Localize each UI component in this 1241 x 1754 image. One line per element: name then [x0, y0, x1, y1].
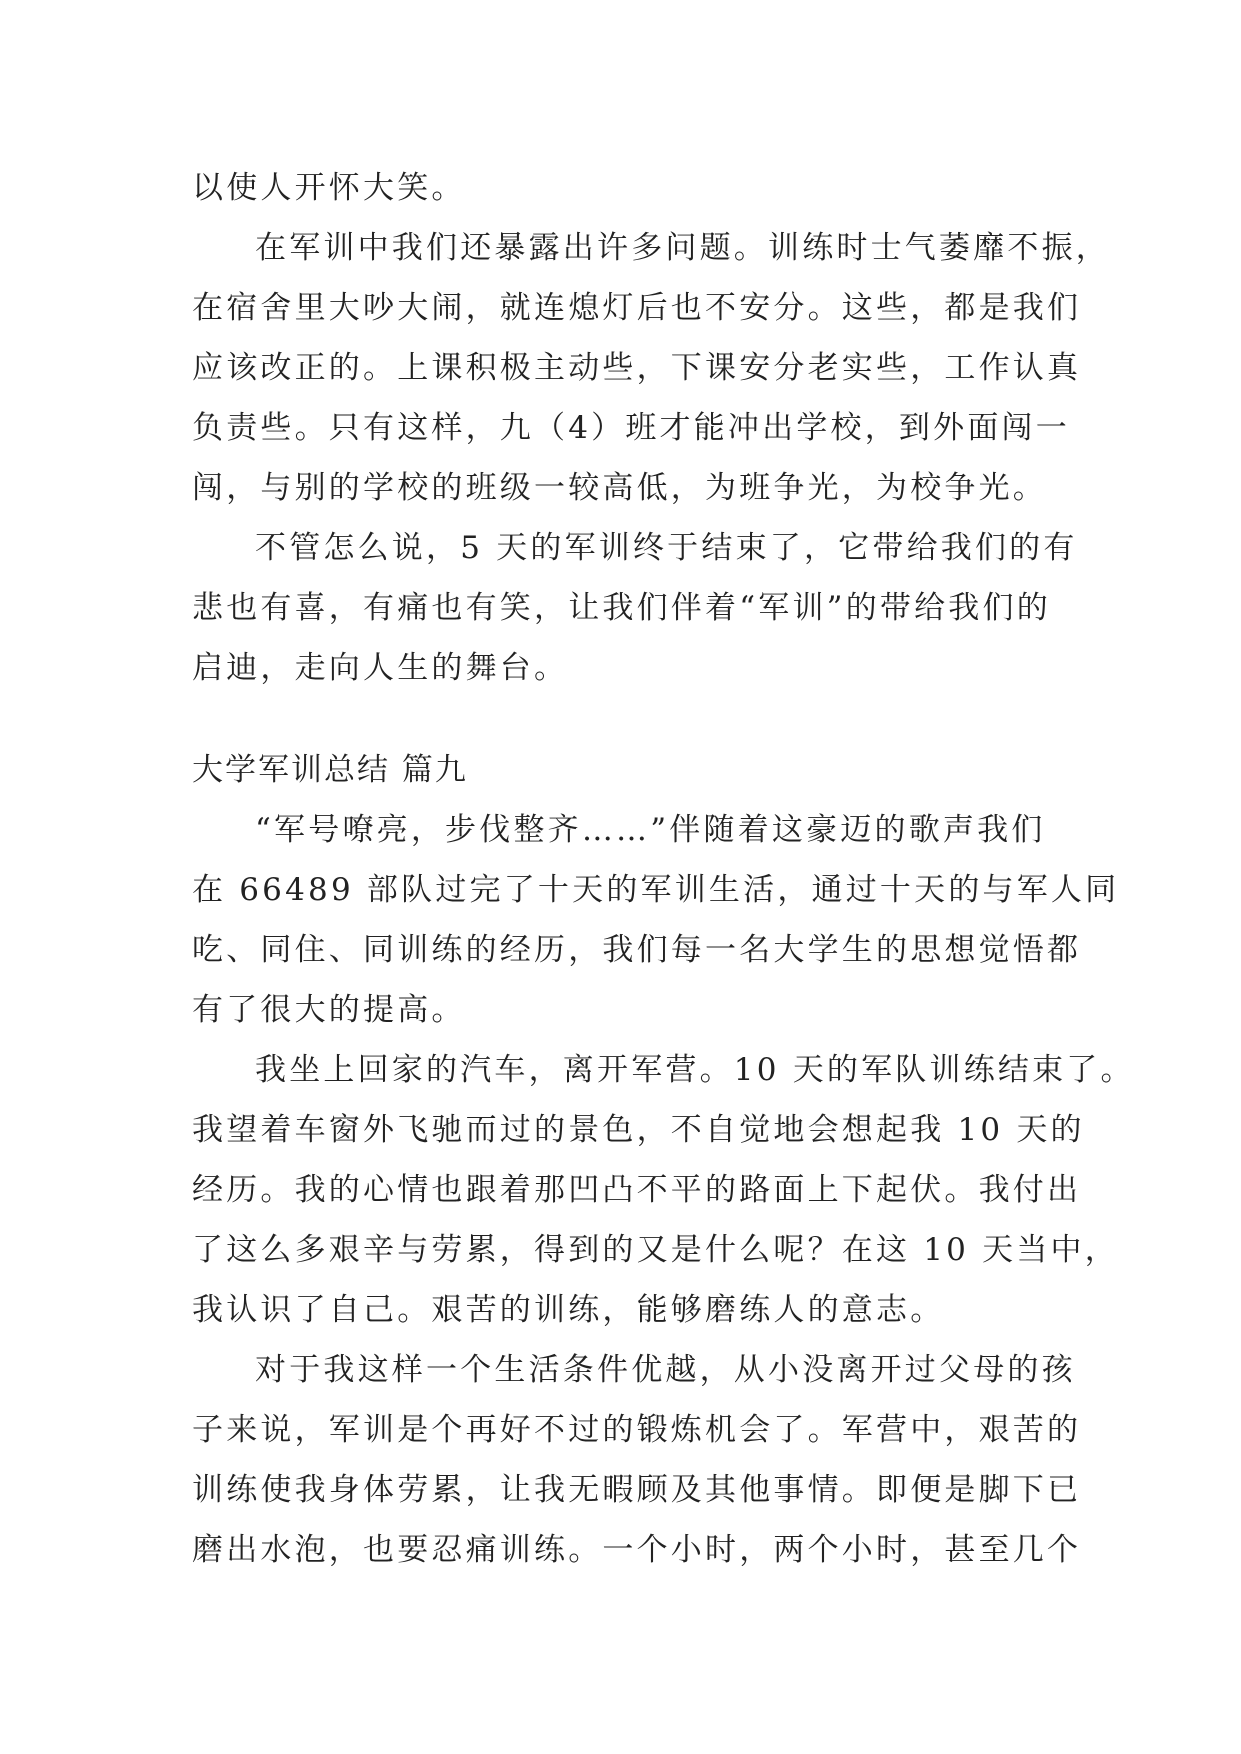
text-line: 启迪，走向人生的舞台。: [192, 650, 569, 686]
text-line: 不管怎么说，5 天的军训终于结束了，它带给我们的有: [255, 530, 1078, 566]
text-line: 训练使我身体劳累，让我无暇顾及其他事情。即便是脚下已: [192, 1472, 1082, 1508]
text-line: 在宿舍里大吵大闹，就连熄灯后也不安分。这些，都是我们: [192, 290, 1082, 326]
text-line: 了这么多艰辛与劳累，得到的又是什么呢？在这 10 天当中，: [192, 1232, 1119, 1268]
text-line: 以使人开怀大笑。: [192, 170, 466, 206]
text-line: 在军训中我们还暴露出许多问题。训练时士气萎靡不振，: [255, 230, 1110, 266]
text-line: 我坐上回家的汽车，离开军营。10 天的军队训练结束了。: [255, 1052, 1135, 1088]
text-line: 闯，与别的学校的班级一较高低，为班争光，为校争光。: [192, 470, 1047, 506]
text-line: 在 66489 部队过完了十天的军训生活，通过十天的与军人同: [192, 872, 1120, 908]
text-line: 经历。我的心情也跟着那凹凸不平的路面上下起伏。我付出: [192, 1172, 1082, 1208]
text-line: 悲也有喜，有痛也有笑，让我们伴着“军训”的带给我们的: [192, 590, 1051, 626]
text-line: 对于我这样一个生活条件优越，从小没离开过父母的孩: [255, 1352, 1076, 1388]
text-line: 磨出水泡，也要忍痛训练。一个小时，两个小时，甚至几个: [192, 1532, 1082, 1568]
text-line: 我认识了自己。艰苦的训练，能够磨练人的意志。: [192, 1292, 945, 1328]
text-line: “军号嘹亮，步伐整齐……”伴随着这豪迈的歌声我们: [255, 812, 1046, 848]
section-heading: 大学军训总结 篇九: [192, 752, 468, 788]
text-line: 吃、同住、同训练的经历，我们每一名大学生的思想觉悟都: [192, 932, 1082, 968]
text-line: 应该改正的。上课积极主动些，下课安分老实些，工作认真: [192, 350, 1082, 386]
text-line: 子来说，军训是个再好不过的锻炼机会了。军营中，艰苦的: [192, 1412, 1082, 1448]
text-line: 有了很大的提高。: [192, 992, 466, 1028]
text-line: 我望着车窗外飞驰而过的景色，不自觉地会想起我 10 天的: [192, 1112, 1085, 1148]
text-line: 负责些。只有这样，九（4）班才能冲出学校，到外面闯一: [192, 410, 1070, 446]
